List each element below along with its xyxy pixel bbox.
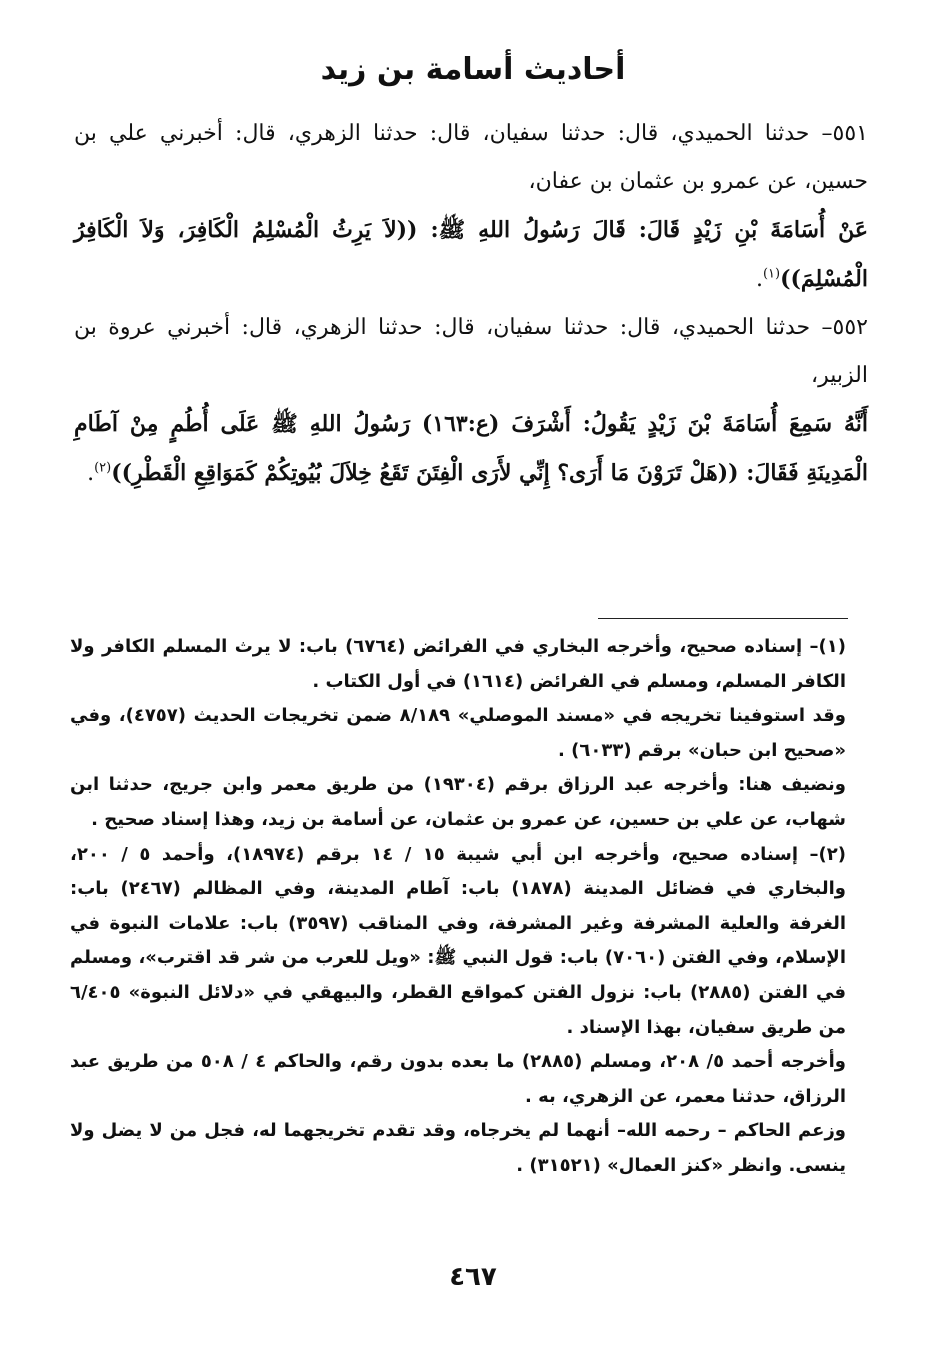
hadith-551-matn-text: عَنْ أُسَامَةَ بْنِ زَيْدٍ قَالَ: قَالَ رَسُولُ اللهِ ﷺ: ((لاَ يَرِثُ الْمُسْلِمُ الْكَافِرَ، وَلاَ الْكَافِرُ الْمُسْلِمَ)) (74, 217, 868, 292)
footnotes (70, 630, 846, 1184)
footnote-1-addition: ونضيف هنا: وأخرجه عبد الرزاق برقم (١٩٣٠٤) من طريق معمر وابن جريج، حدثنا ابن شهاب، عن علي بن حسين، عن عمرو بن عثمان، عن أسامة بن زيد، وهذا إسناد صحيح . (70, 774, 846, 830)
footnote-2-remark: وزعم الحاكم – رحمه الله– أنهما لم يخرجاه، وقد تقدم تخريجهما له، فجل من لا يضل ولا ينسى. وانظر «كنز العمال» (٣١٥٢١) . (70, 1120, 846, 1176)
hadith-551-period: . (755, 267, 763, 292)
main-text (74, 110, 868, 498)
hadith-552-isnad: ٥٥٢– حدثنا الحميدي، قال: حدثنا سفيان، قال: حدثنا الزهري، قال: أخبرني عروة بن الزبير، (74, 315, 868, 388)
footnote-1-extra: وقد استوفينا تخريجه في «مسند الموصلي» ٨/١٨٩ ضمن تخريجات الحديث (٤٧٥٧)، وفي «صحيح ابن حبان» برقم (٦٠٣٣) . (70, 705, 846, 761)
hadith-551-isnad: ٥٥١– حدثنا الحميدي، قال: حدثنا سفيان، قال: حدثنا الزهري، قال: أخبرني علي بن حسين، عن عمرو بن عثمان بن عفان، (74, 121, 868, 194)
hadith-551-matn (74, 206, 868, 304)
footnote-2-extra: وأخرجه أحمد ٥/ ٢٠٨، ومسلم (٢٨٨٥) ما بعده بدون رقم، والحاكم ٤ / ٥٠٨ من طريق عبد الرزاق، حدثنا معمر، عن الزهري، به . (70, 1051, 846, 1107)
hadith-552-matn (74, 400, 868, 498)
footnote-ref-2: (٢) (94, 460, 112, 476)
page-number: ٤٦٧ (449, 1262, 497, 1292)
hadith-552-period: . (87, 461, 95, 486)
footnote-2: (٢)– إسناده صحيح، وأخرجه ابن أبي شيبة ١٥ / ١٤ برقم (١٨٩٧٤)، وأحمد ٥ / ٢٠٠، والبخاري في فضائل المدينة (١٨٧٨) باب: آطام المدينة، وفي المظالم (٢٤٦٧) باب: الغرفة والعلية المشرفة وغير المشرفة، وفي المناقب (٣٥٩٧) باب: علامات النبوة في الإسلام، وفي الفتن (٧٠٦٠) باب: قول النبي ﷺ: «ويل للعرب من شر قد اقترب»، ومسلم في الفتن (٢٨٨٥) باب: نزول الفتن كمواقع القطر، والبيهقي في «دلائل النبوة» ٦/٤٠٥ من طريق سفيان، بهذا الإسناد . (70, 843, 847, 1038)
page-title: أحاديث أسامة بن زيد (320, 52, 626, 87)
footnote-1: (١)– إسناده صحيح، وأخرجه البخاري في الفرائض (٦٧٦٤) باب: لا يرث المسلم الكافر ولا الكافر المسلم، ومسلم في الفرائض (١٦١٤) في أول الكتاب . (70, 636, 846, 692)
footnote-ref-1: (١) (762, 266, 781, 282)
footnote-divider (598, 618, 848, 619)
hadith-552-matn-text: أَنَّهُ سَمِعَ أُسَامَةَ بْنَ زَيْدٍ يَقُولُ: أَشْرَفَ (ع:١٦٣) رَسُولُ اللهِ ﷺ عَلَى أُطُمٍ مِنْ آطَامِ الْمَدِينَةِ فَقَالَ: ((هَلْ تَرَوْنَ مَا أَرَى؟ إِنِّي لأَرَى الْفِتَنَ تَقَعُ خِلاَلَ بُيُوتِكُمْ كَمَوَاقِعِ الْقَطْرِ)) (74, 411, 868, 486)
